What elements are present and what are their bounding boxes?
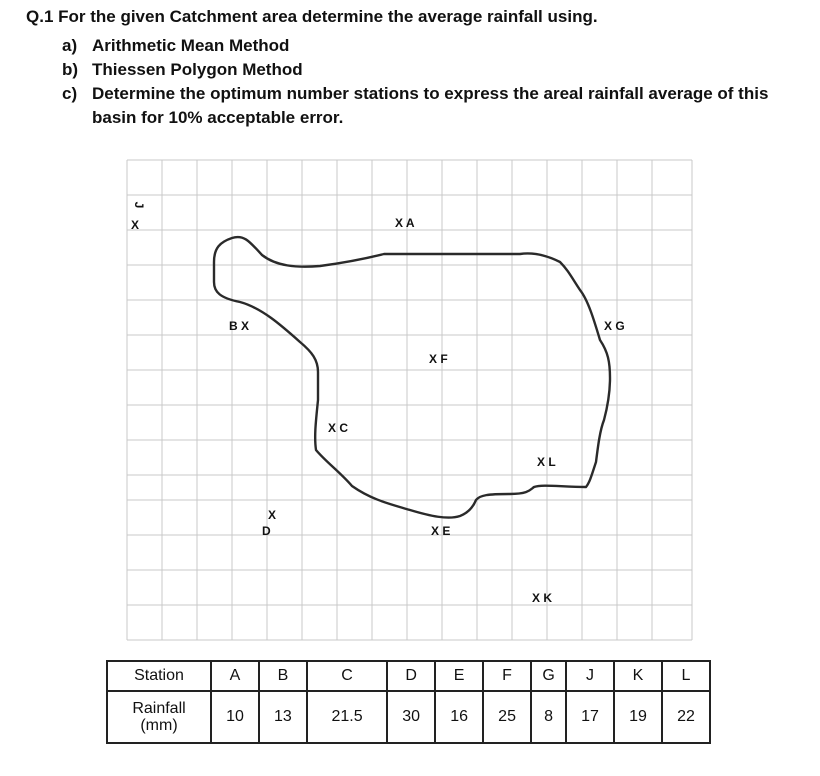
item-text: Thiessen Polygon Method: [92, 60, 303, 79]
rainfall-cell: 16: [435, 691, 483, 743]
rainfall-cell: 13: [259, 691, 307, 743]
rainfall-cell: 25: [483, 691, 531, 743]
station-j-marker: X: [131, 218, 140, 232]
item-text: Arithmetic Mean Method: [92, 36, 290, 55]
station-a-label: X A: [395, 216, 415, 230]
station-cell: B: [259, 661, 307, 691]
rainfall-table: [106, 660, 711, 744]
station-f-label: X F: [429, 352, 448, 366]
station-cell: L: [662, 661, 710, 691]
item-letter: b): [62, 60, 79, 79]
item-text: Determine the optimum number stations to express the areal rainfall average of this basin for 10% acceptable error.: [92, 84, 769, 127]
rainfall-cell: 10: [211, 691, 259, 743]
station-c-label: X C: [328, 421, 349, 435]
item-letter: a): [62, 36, 78, 55]
rainfall-header: [107, 691, 211, 743]
station-header: Station: [107, 661, 211, 691]
rainfall-cell: 8: [531, 691, 566, 743]
station-d-label: D: [262, 524, 271, 538]
station-l-label: X L: [537, 455, 556, 469]
station-g-label: X G: [604, 319, 625, 333]
station-k-label: X K: [532, 591, 553, 605]
rainfall-row: [107, 691, 710, 743]
station-b-label: B X: [229, 319, 250, 333]
station-cell: C: [307, 661, 387, 691]
station-cell: J: [566, 661, 614, 691]
item-letter: c): [62, 84, 78, 103]
station-d-marker: X: [268, 508, 277, 522]
station-cell: K: [614, 661, 662, 691]
station-cell: D: [387, 661, 435, 691]
station-cell: E: [435, 661, 483, 691]
rainfall-header-line1: Rainfall: [132, 700, 186, 717]
rainfall-cell: 22: [662, 691, 710, 743]
rainfall-cell: 17: [566, 691, 614, 743]
station-cell: A: [211, 661, 259, 691]
station-j-label: J: [132, 201, 146, 209]
rainfall-cell: 30: [387, 691, 435, 743]
rainfall-cell: 19: [614, 691, 662, 743]
catchment-boundary: [214, 237, 610, 518]
station-cell: F: [483, 661, 531, 691]
rainfall-cell: 21.5: [307, 691, 387, 743]
rainfall-header-line2: (mm): [140, 717, 178, 734]
station-cell: G: [531, 661, 566, 691]
station-row: [107, 661, 710, 691]
question-title: Q.1 For the given Catchment area determine the average rainfall using.: [26, 7, 598, 26]
station-e-label: X E: [431, 524, 451, 538]
